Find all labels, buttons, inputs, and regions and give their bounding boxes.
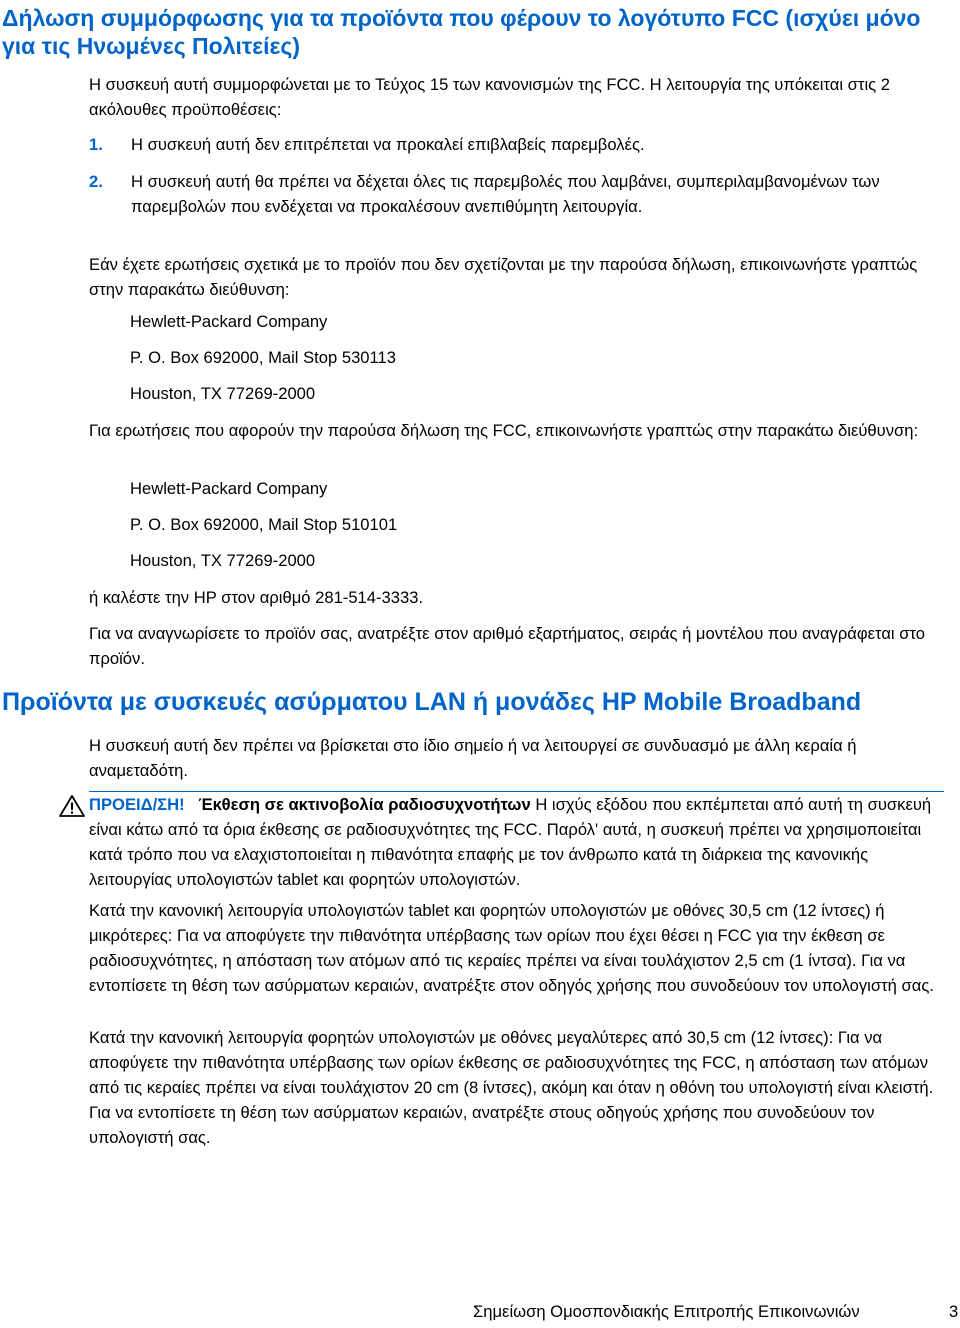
warning-label: ΠΡΟΕΙΔ/ΣΗ!: [89, 795, 185, 814]
identify-product: Για να αναγνωρίσετε το προϊόν σας, ανατρέξτε στον αριθμό εξαρτήματος, σειράς ή μοντέλου που αναγράφεται στο προϊόν.: [89, 624, 926, 668]
exposure-small-screens: Κατά την κανονική λειτουργία υπολογιστών tablet και φορητών υπολογιστών με οθόνες 30,5 cm (12 ίντσες) ή μικρότερες: Για να αποφύγετε την πιθανότητα υπέρβασης των ορίων που έχει θέσει η FCC για την έκθεση σε ραδιοσυχνότητες, η απόσταση των ατόμων από τις κεραίες πρέπει να είναι τουλάχιστον 2,5 cm (1 ίντσα). Για να εντοπίσετε τη θέση των ασύρματων κεραιών, ανατρέξτε στον οδηγός χρήσης που συνοδεύουν τον υπολογιστή σας.: [89, 901, 934, 995]
section-title-fcc: Δήλωση συμμόρφωσης για τα προϊόντα που φέρουν το λογότυπο FCC (ισχύει μόνο για τις Ηνωμένες Πολιτείες): [2, 5, 921, 59]
phone-line: ή καλέστε την HP στον αριθμό 281-514-3333.: [89, 588, 424, 607]
address1-box: P. O. Box 692000, Mail Stop 530113: [130, 348, 396, 367]
condition-text: Η συσκευή αυτή δεν επιτρέπεται να προκαλεί επιβλαβείς παρεμβολές.: [131, 135, 645, 154]
warning-heading: Έκθεση σε ακτινοβολία ραδιοσυχνοτήτων: [198, 795, 531, 814]
section-title-wireless: Προϊόντα με συσκευές ασύρματου LAN ή μονάδες HP Mobile Broadband: [2, 688, 862, 716]
footer-chapter: Σημείωση Ομοσπονδιακής Επιτροπής Επικοινωνιών: [473, 1302, 860, 1321]
condition-number: 1.: [89, 135, 103, 154]
exposure-large-screens: Κατά την κανονική λειτουργία φορητών υπολογιστών με οθόνες μεγαλύτερες από 30,5 cm (12 ίντσες): Για να αποφύγετε την πιθανότητα υπέρβασης των ορίων έκθεσης σε ραδιοσυχνότητες της FCC, η απόσταση των ατόμων από τις κεραίες πρέπει να είναι τουλάχιστον 20 cm (8 ίντσες), ακόμη και όταν η οθόνη του υπολογιστή είναι κλειστή. Για να εντοπίσετε τη θέση των ασύρματων κεραιών, ανατρέξτε στους οδηγούς χρήσης που συνοδεύουν τον υπολογιστή σας.: [89, 1028, 934, 1147]
address2-box: P. O. Box 692000, Mail Stop 510101: [130, 515, 398, 534]
address2-company: Hewlett-Packard Company: [130, 479, 328, 498]
warning-triangle-icon: [59, 794, 85, 818]
fcc-questions: Για ερωτήσεις που αφορούν την παρούσα δήλωση της FCC, επικοινωνήστε γραπτώς στην παρακάτω διεύθυνση:: [89, 421, 919, 440]
address1-city: Houston, TX 77269-2000: [130, 384, 316, 403]
condition-text: Η συσκευή αυτή θα πρέπει να δέχεται όλες τις παρεμβολές που λαμβάνει, συμπεριλαμβανομένων των παρεμβολών που ενδέχεται να προκαλέσουν ανεπιθύμητη λειτουργία.: [131, 172, 880, 216]
address2-city: Houston, TX 77269-2000: [130, 551, 316, 570]
condition-number: 2.: [89, 172, 103, 191]
product-questions: Εάν έχετε ερωτήσεις σχετικά με το προϊόν που δεν σχετίζονται με την παρούσα δήλωση, επικοινωνήστε γραπτώς στην παρακάτω διεύθυνση:: [89, 255, 918, 299]
fcc-intro: Η συσκευή αυτή συμμορφώνεται με το Τεύχος 15 των κανονισμών της FCC. Η λειτουργία της υπόκειται στις 2 ακόλουθες προϋποθέσεις:: [89, 75, 890, 119]
wireless-intro: Η συσκευή αυτή δεν πρέπει να βρίσκεται στο ίδιο σημείο ή να λειτουργεί σε συνδυασμό με άλλη κεραία ή αναμεταδότη.: [89, 736, 857, 780]
rf-warning: [89, 792, 949, 892]
address1-company: Hewlett-Packard Company: [130, 312, 328, 331]
warning-text: Η ισχύς εξόδου που εκπέμπεται από αυτή τη συσκευή είναι κάτω από τα όρια έκθεσης σε ραδιοσυχνότητες της FCC. Παρόλ' αυτά, η συσκευή πρέπει να χρησιμοποιείται κατά τρόπο που να ελαχιστοποιείται η πιθανότητα επαφής με τον άνθρωπο κατά τη διάρκεια της κανονικής λειτουργίας υπολογιστών tablet και φορητών υπολογιστών.: [89, 795, 932, 889]
page-number: 3: [949, 1302, 959, 1321]
